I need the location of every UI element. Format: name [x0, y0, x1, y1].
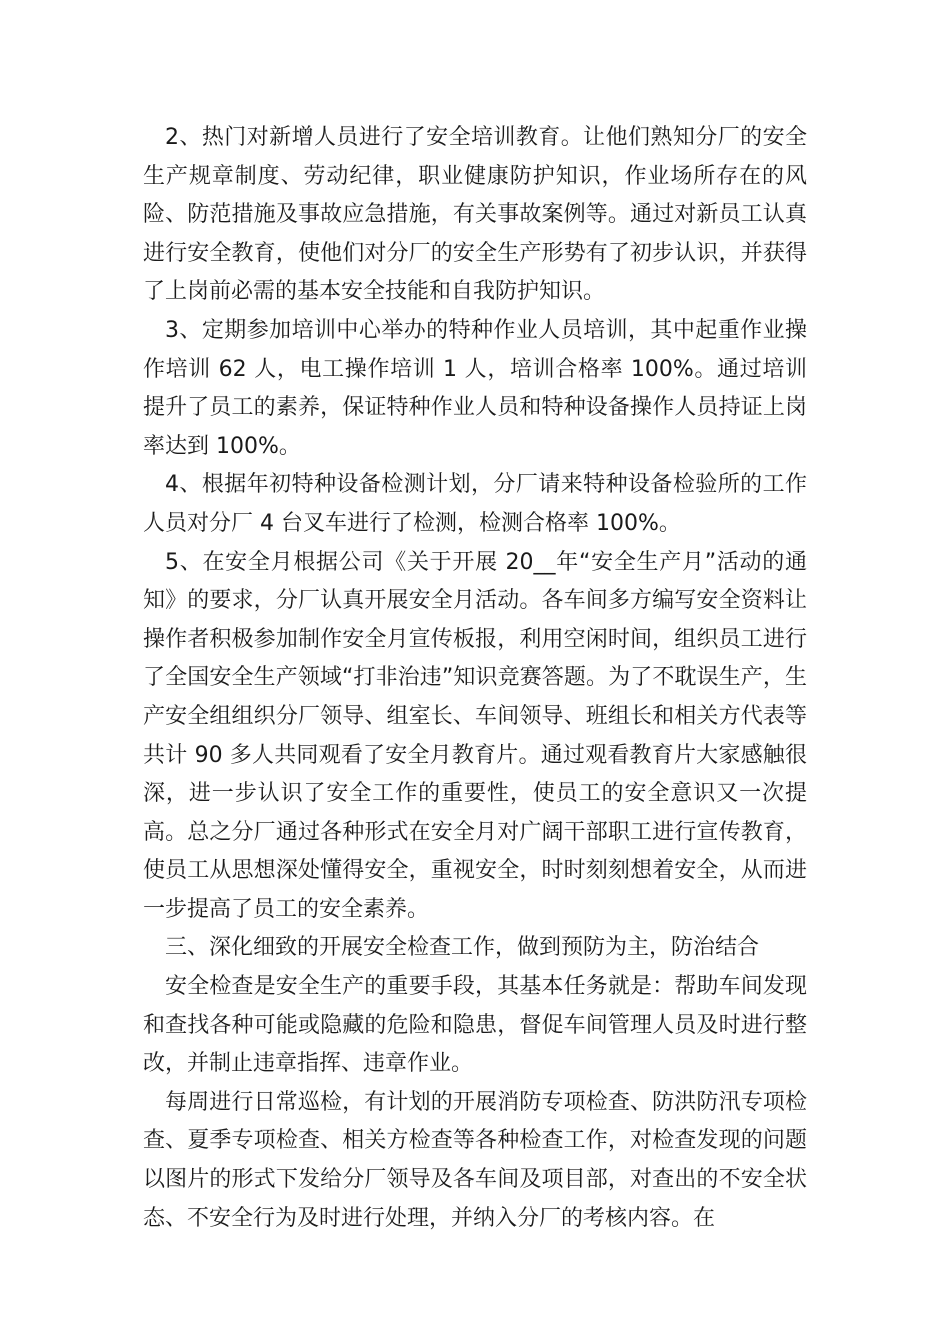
paragraph-weekly-patrol: 每周进行日常巡检，有计划的开展消防专项检查、防洪防汛专项检查、夏季专项检查、相关方检查等各种检查工作，对检查发现的问题以图片的形式下发给分厂领导及各车间及项目部，对查出的不安全状态、不安全行为及时进行处理，并纳入分厂的考核内容。在	[143, 1089, 807, 1231]
section-heading-3: 三、深化细致的开展安全检查工作，做到预防为主，防治结合	[165, 935, 760, 961]
paragraph-item-4: 4、根据年初特种设备检测计划，分厂请来特种设备检验所的工作人员对分厂 4 台叉车进行了检测，检测合格率 100%。	[143, 472, 807, 536]
document-body	[143, 119, 807, 1238]
paragraph-item-3: 3、定期参加培训中心举办的特种作业人员培训，其中起重作业操作培训 62 人，电工操作培训 1 人，培训合格率 100%。通过培训提升了员工的素养，保证特种作业人员和特种设备操作人员持证上岗率达到 100%。	[143, 317, 807, 459]
paragraph-item-5: 5、在安全月根据公司《关于开展 20__年“安全生产月”活动的通知》的要求，分厂认真开展安全月活动。各车间多方编写安全资料让操作者积极参加制作安全月宣传板报，利用空闲时间，组织员工进行了全国安全生产领域“打非治违”知识竞赛答题。为了不耽误生产，生产安全组组织分厂领导、组室长、车间领导、班组长和相关方代表等共计 90 多人共同观看了安全月教育片。通过观看教育片大家感触很深，进一步认识了安全工作的重要性，使员工的安全意识又一次提高。总之分厂通过各种形式在安全月对广阔干部职工进行宣传教育，使员工从思想深处懂得安全，重视安全，时时刻刻想着安全，从而进一步提高了员工的安全素养。	[143, 549, 807, 922]
paragraph-item-2: 2、热门对新增人员进行了安全培训教育。让他们熟知分厂的安全生产规章制度、劳动纪律，职业健康防护知识，作业场所存在的风险、防范措施及事故应急措施，有关事故案例等。通过对新员工认真进行安全教育，使他们对分厂的安全生产形势有了初步认识，并获得了上岗前必需的基本安全技能和自我防护知识。	[143, 125, 807, 305]
paragraph-safety-inspection: 安全检查是安全生产的重要手段，其基本任务就是：帮助车间发现和查找各种可能或隐藏的危险和隐患，督促车间管理人员及时进行整改，并制止违章指挥、违章作业。	[143, 974, 807, 1077]
